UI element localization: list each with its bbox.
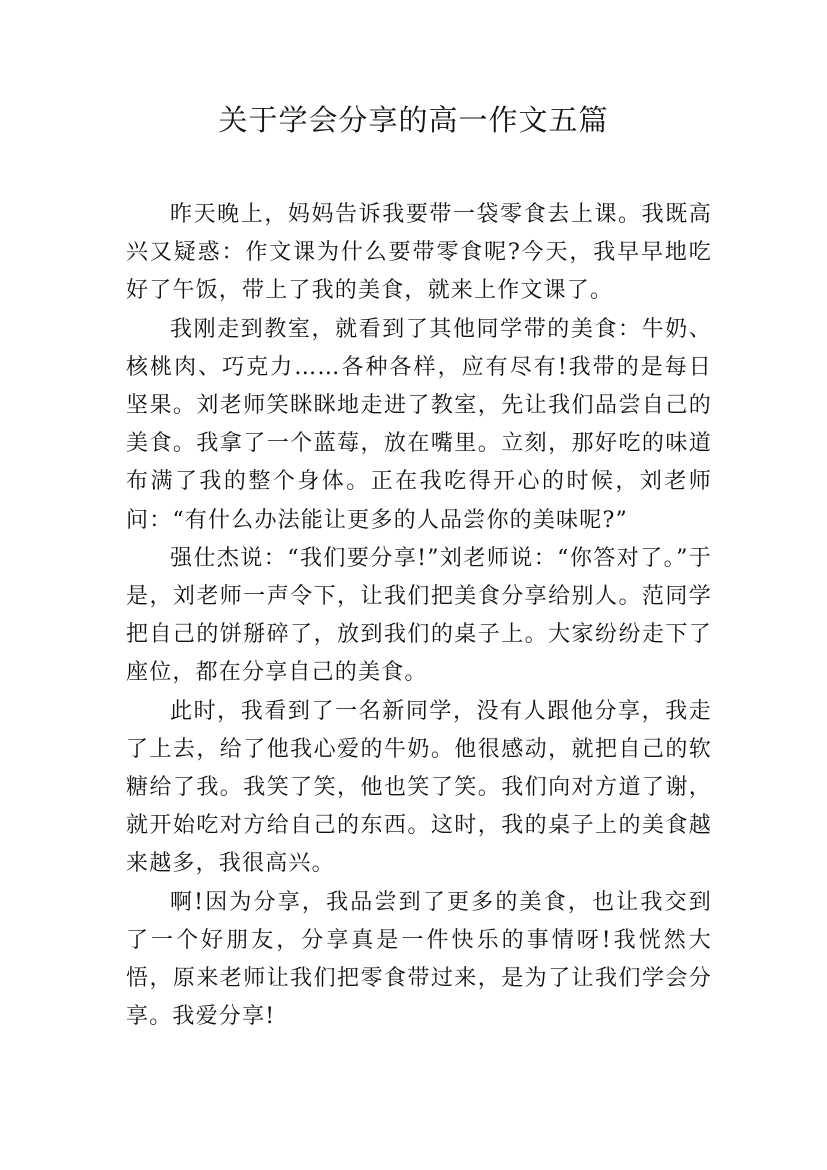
- document-title: 关于学会分享的高一作文五篇: [218, 103, 609, 137]
- paragraph-1: 昨天晚上，妈妈告诉我要带一袋零食去上课。我既高兴又疑惑：作文课为什么要带零食呢?今天，我早早地吃好了午饭，带上了我的美食，就来上作文课了。: [126, 202, 712, 304]
- paragraph-5: 啊!因为分享，我品尝到了更多的美食，也让我交到了一个好朋友，分享真是一件快乐的事情呀!我恍然大悟，原来老师让我们把零食带过来，是为了让我们学会分享。我爱分享!: [126, 889, 712, 1030]
- paragraph-4: 此时，我看到了一名新同学，没有人跟他分享，我走了上去，给了他我心爱的牛奶。他很感动，就把自己的软糖给了我。我笑了笑，他也笑了笑。我们向对方道了谢，就开始吃对方给自己的东西。这时，我的桌子上的美食越来越多，我很高兴。: [126, 698, 712, 877]
- paragraph-3: 强仕杰说：“我们要分享!”刘老师说：“你答对了。”于是，刘老师一声令下，让我们把美食分享给别人。范同学把自己的饼掰碎了，放到我们的桌子上。大家纷纷走下了座位，都在分享自己的美食。: [126, 545, 712, 686]
- paragraph-2: 我刚走到教室，就看到了其他同学带的美食：牛奶、核桃肉、巧克力……各种各样，应有尽有!我带的是每日坚果。刘老师笑眯眯地走进了教室，先让我们品尝自己的美食。我拿了一个蓝莓，放在嘴里。立刻，那好吃的味道布满了我的整个身体。正在我吃得开心的时候，刘老师问：“有什么办法能让更多的人品尝你的美味呢?”: [126, 316, 712, 533]
- document-body: [126, 196, 712, 1036]
